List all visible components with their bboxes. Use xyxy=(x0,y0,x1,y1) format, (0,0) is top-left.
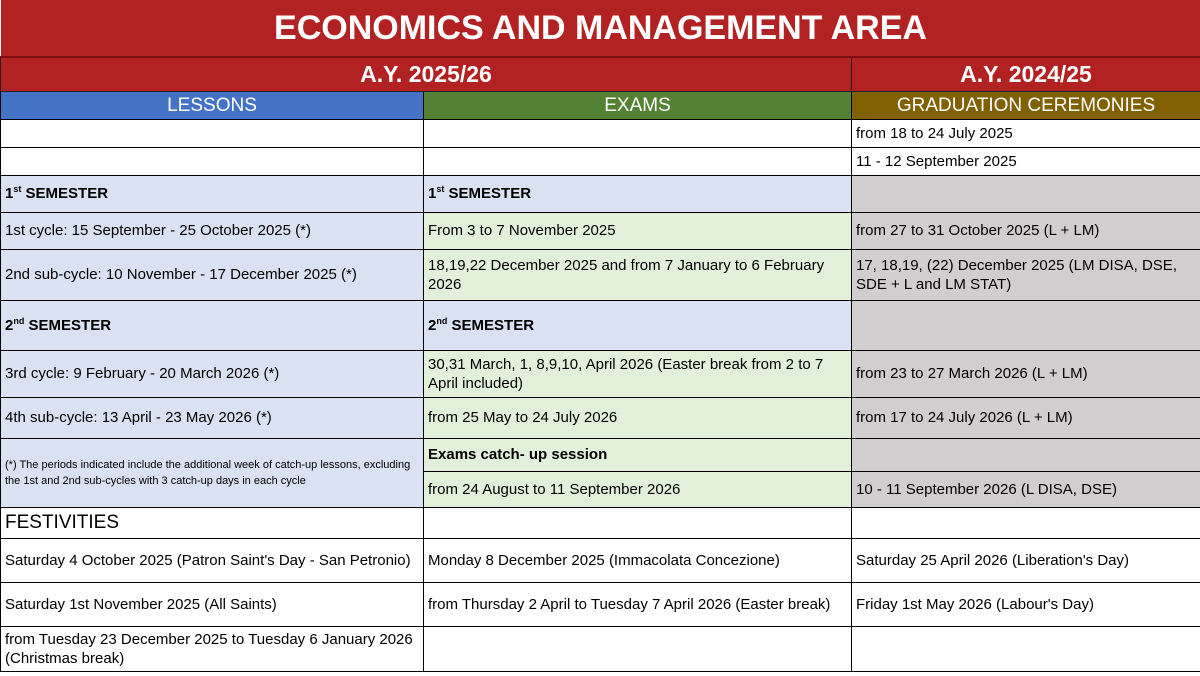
semester2-lessons-label: 2nd SEMESTER xyxy=(1,300,424,350)
grey-cell xyxy=(852,438,1200,471)
festivity-cell xyxy=(424,626,852,671)
festivities-label: FESTIVITIES xyxy=(1,507,424,538)
festivity-cell: Saturday 1st November 2025 (All Saints) xyxy=(1,582,424,626)
festivity-cell: from Tuesday 23 December 2025 to Tuesday 6 January 2026 (Christmas break) xyxy=(1,626,424,671)
lessons-cell: 1st cycle: 15 September - 25 October 2025 (*) xyxy=(1,212,424,249)
semester1-lessons-label: 1st SEMESTER xyxy=(1,175,424,212)
empty-cell xyxy=(424,119,852,147)
festivity-cell: Saturday 4 October 2025 (Patron Saint's Day - San Petronio) xyxy=(1,538,424,582)
graduation-cell: from 17 to 24 July 2026 (L + LM) xyxy=(852,397,1200,438)
lessons-cell: 3rd cycle: 9 February - 20 March 2026 (*) xyxy=(1,350,424,397)
grey-cell xyxy=(852,300,1200,350)
empty-cell xyxy=(1,119,424,147)
graduation-header: GRADUATION CEREMONIES xyxy=(852,91,1200,119)
catchup-graduation: 10 - 11 September 2026 (L DISA, DSE) xyxy=(852,471,1200,507)
semester1-exams-label: 1st SEMESTER xyxy=(424,175,852,212)
exams-cell: 18,19,22 December 2025 and from 7 January to 6 February 2026 xyxy=(424,249,852,300)
semester2-exams-label: 2nd SEMESTER xyxy=(424,300,852,350)
exams-header: EXAMS xyxy=(424,91,852,119)
page-title: ECONOMICS AND MANAGEMENT AREA xyxy=(1,0,1200,57)
graduation-cell: 17, 18,19, (22) December 2025 (LM DISA, DSE, SDE + L and LM STAT) xyxy=(852,249,1200,300)
lessons-cell: 4th sub-cycle: 13 April - 23 May 2026 (*) xyxy=(1,397,424,438)
catchup-exams: from 24 August to 11 September 2026 xyxy=(424,471,852,507)
lessons-cell: 2nd sub-cycle: 10 November - 17 December 2025 (*) xyxy=(1,249,424,300)
previous-year-header: A.Y. 2024/25 xyxy=(852,57,1200,91)
catchup-note: (*) The periods indicated include the additional week of catch-up lessons, excluding the 1st and 2nd sub-cycles with 3 catch-up days in each cycle xyxy=(1,438,424,507)
empty-cell xyxy=(424,147,852,175)
graduation-cell: from 23 to 27 March 2026 (L + LM) xyxy=(852,350,1200,397)
lessons-header: LESSONS xyxy=(1,91,424,119)
catchup-label: Exams catch- up session xyxy=(424,438,852,471)
festivity-cell: Saturday 25 April 2026 (Liberation's Day) xyxy=(852,538,1200,582)
graduation-cell: from 27 to 31 October 2025 (L + LM) xyxy=(852,212,1200,249)
graduation-pre-1: from 18 to 24 July 2025 xyxy=(852,119,1200,147)
exams-cell: 30,31 March, 1, 8,9,10, April 2026 (Easter break from 2 to 7 April included) xyxy=(424,350,852,397)
exams-cell: from 25 May to 24 July 2026 xyxy=(424,397,852,438)
festivity-cell xyxy=(852,626,1200,671)
graduation-pre-2: 11 - 12 September 2025 xyxy=(852,147,1200,175)
exams-cell: From 3 to 7 November 2025 xyxy=(424,212,852,249)
current-year-header: A.Y. 2025/26 xyxy=(1,57,852,91)
empty-cell xyxy=(852,507,1200,538)
festivity-cell: Friday 1st May 2026 (Labour's Day) xyxy=(852,582,1200,626)
grey-cell xyxy=(852,175,1200,212)
festivity-cell: from Thursday 2 April to Tuesday 7 April 2026 (Easter break) xyxy=(424,582,852,626)
empty-cell xyxy=(1,147,424,175)
empty-cell xyxy=(424,507,852,538)
festivity-cell: Monday 8 December 2025 (Immacolata Concezione) xyxy=(424,538,852,582)
